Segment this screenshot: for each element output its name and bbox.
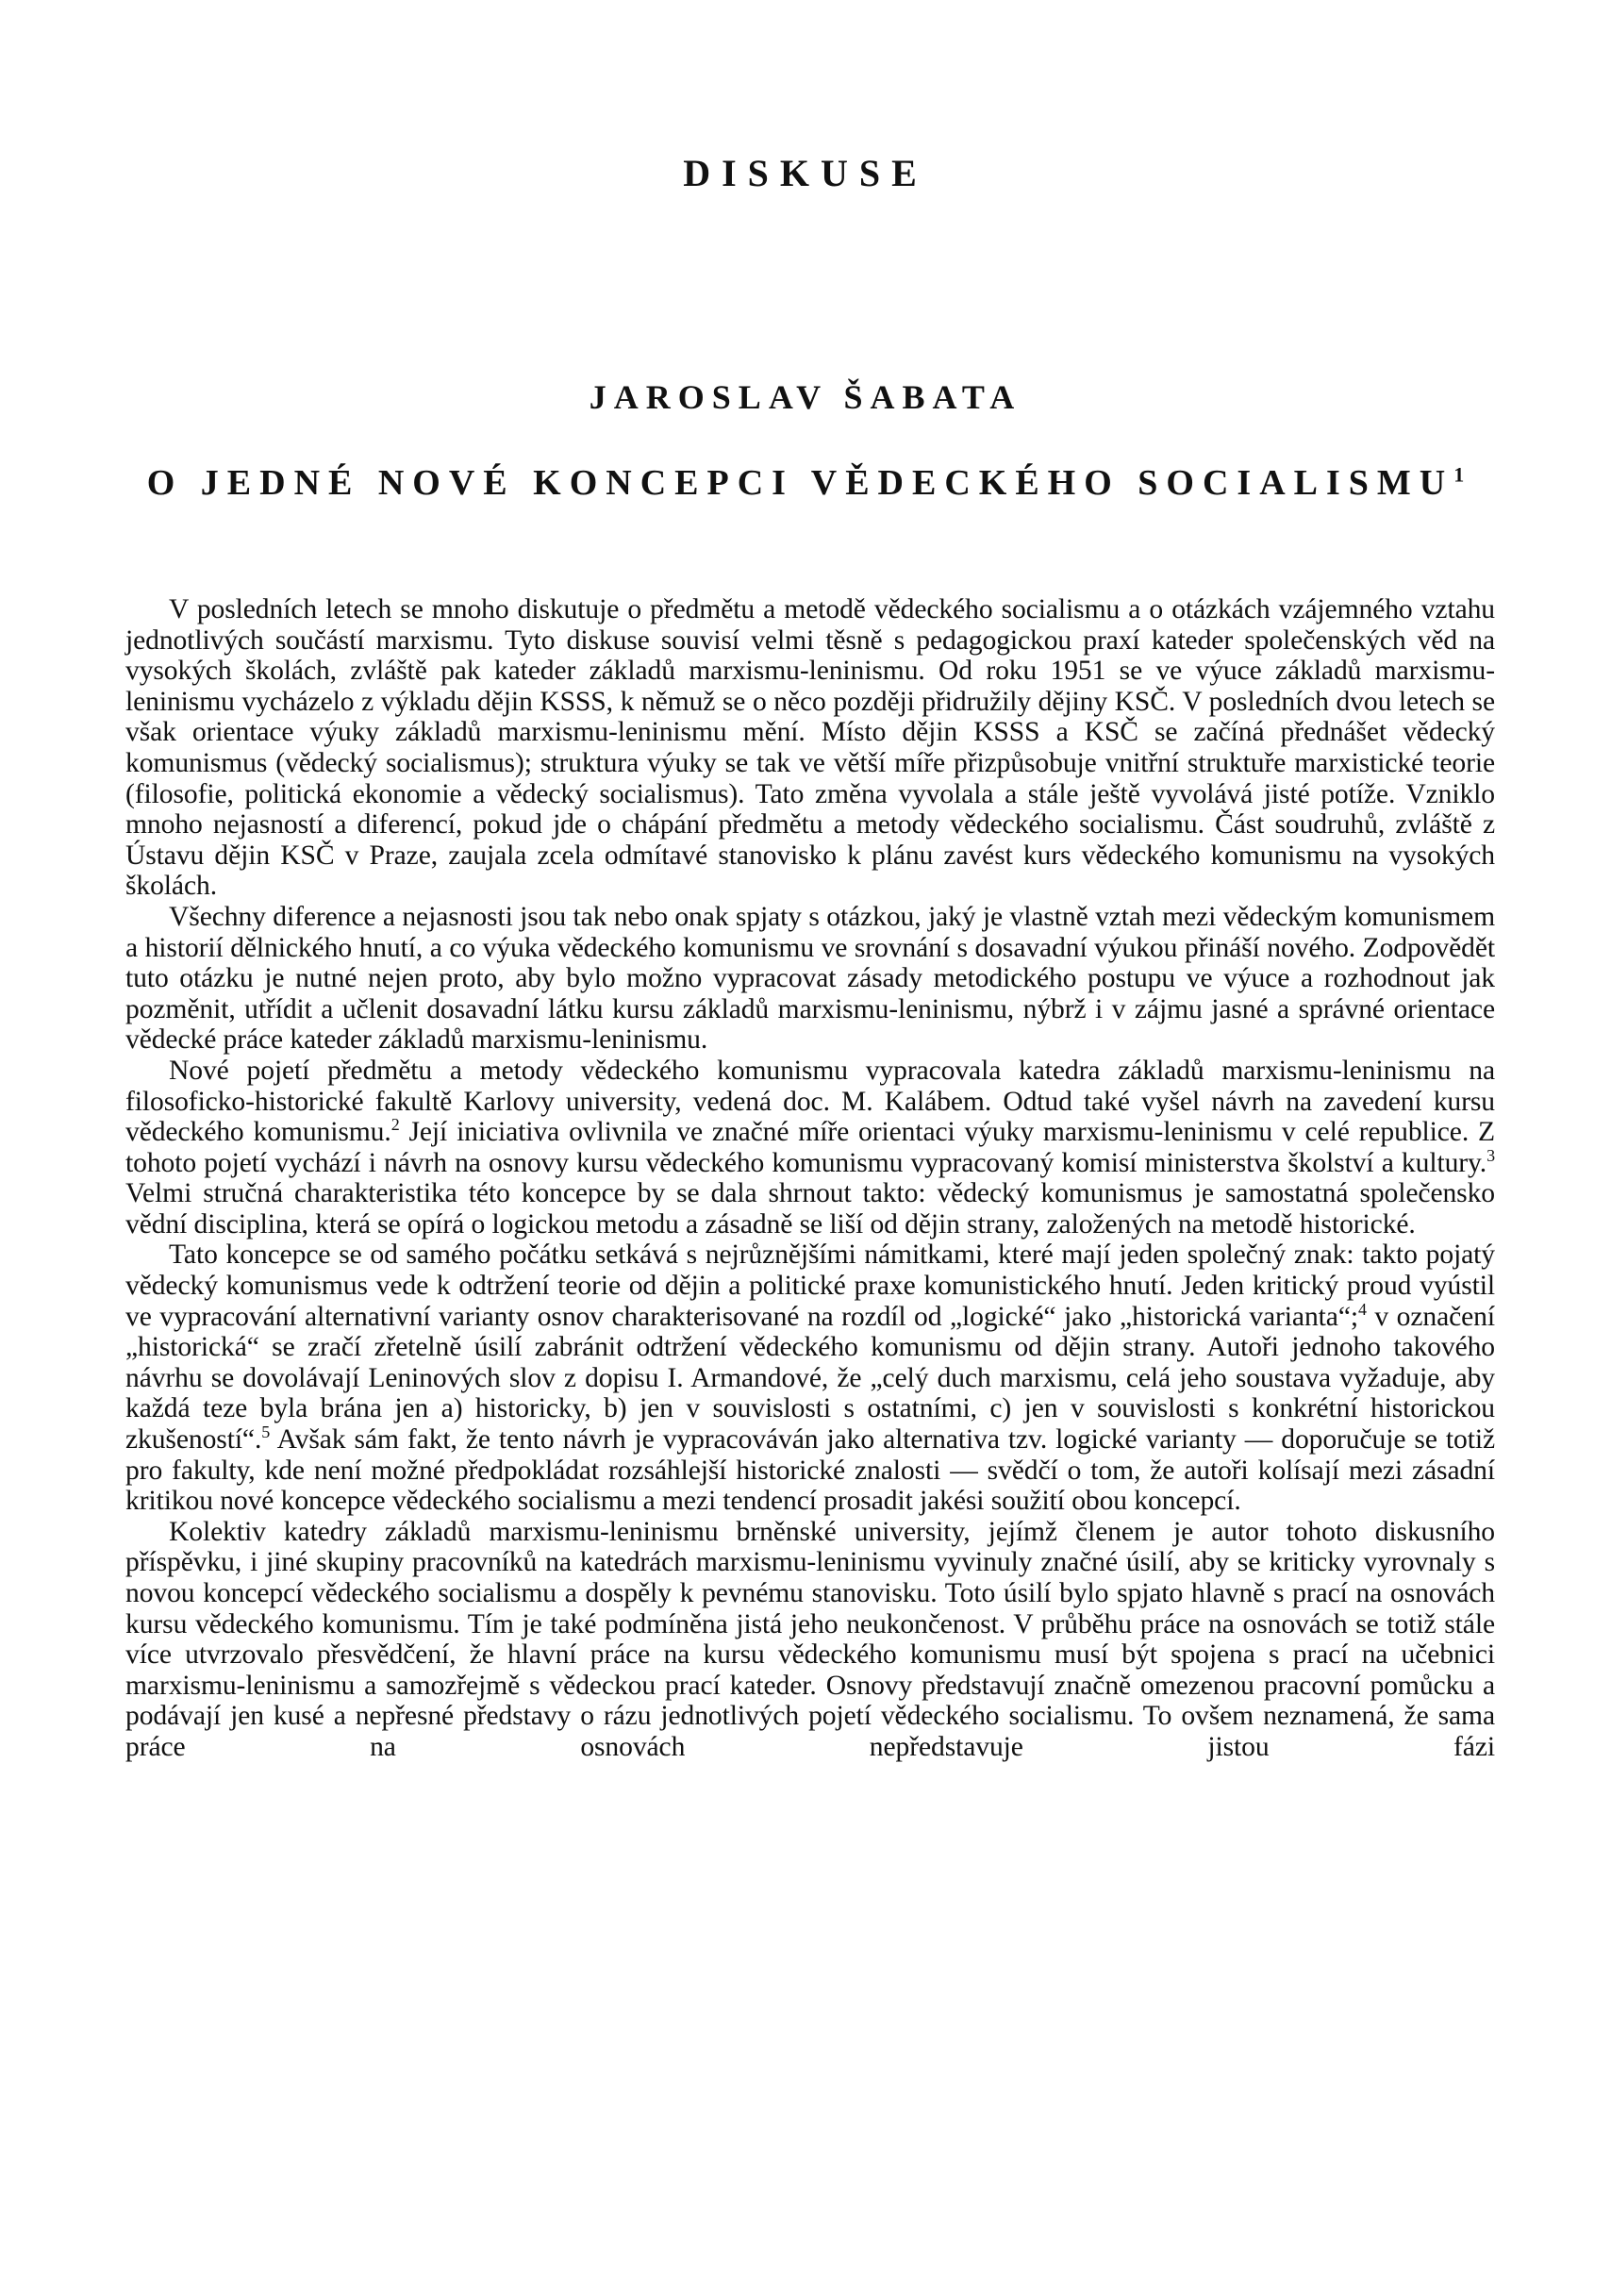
paragraph-text: Její iniciativa ovlivnila ve značné míře orientaci výuky marxismu-leninismu v celé republice. Z tohoto pojetí vychází i návrh na osnovy kursu vědeckého komunismu vypracovaný komisí ministerstva školství a kultury. xyxy=(125,1117,1495,1178)
paragraph-text: Nové pojetí předmětu a metody vědeckého komunismu vypracovala katedra základů marxismu-leninismu na filosoficko-historické fakultě Karlovy university, vedená doc. M. Kalábem. Odtud také vyšel návrh na zavedení kursu vědeckého komunismu. xyxy=(125,1055,1495,1148)
paragraph-text: Avšak sám fakt, že tento návrh je vypracováván jako alternativa tzv. logické varianty — doporučuje se totiž pro fakulty, kde není možné předpokládat rozsáhlejší historické znalosti — svědčí o tom, že autoři kolísají mezi zásadní kritikou nové koncepce vědeckého socialismu a mezi tendencí prosadit jakési soužití obou koncepcí. xyxy=(125,1424,1495,1517)
author-name: JAROSLAV ŠABATA xyxy=(589,378,1022,416)
footnote-ref: 5 xyxy=(261,1423,271,1442)
title-footnote-ref: 1 xyxy=(1453,462,1465,487)
body-paragraph xyxy=(125,1240,1495,1516)
article-title xyxy=(0,462,1611,504)
section-heading: DISKUSE xyxy=(683,152,928,194)
footnote-ref: 2 xyxy=(390,1115,400,1135)
body-paragraph xyxy=(125,1517,1495,1763)
article-body xyxy=(125,594,1495,1763)
footnote-ref: 4 xyxy=(1357,1299,1367,1319)
body-paragraph xyxy=(125,902,1495,1056)
article-title-text: O JEDNÉ NOVÉ KONCEPCI VĚDECKÉHO SOCIALISMU xyxy=(146,463,1454,503)
body-paragraph xyxy=(125,1056,1495,1240)
paragraph-text: Všechny diference a nejasnosti jsou tak nebo onak spjaty s otázkou, jaký je vlastně vztah mezi vědeckým komunismem a historií dělnického hnutí, a co výuka vědeckého komunismu ve srovnání s dosavadní výukou přináší nového. Zodpovědět tuto otázku je nutné nejen proto, aby bylo možno vypracovat zásady metodického postupu ve výuce a rozhodnout jak pozměnit, utřídit a učlenit dosavadní látku kursu základů marxismu-leninismu, nýbrž i v zájmu jasné a správné orientace vědecké práce kateder základů marxismu-leninismu. xyxy=(125,901,1495,1056)
footnote-ref: 3 xyxy=(1486,1145,1495,1165)
paragraph-text: Kolektiv katedry základů marxismu-leninismu brněnské university, jejímž členem je autor tohoto diskusního příspěvku, i jiné skupiny pracovníků na katedrách marxismu-leninismu vyvinuly značné úsilí, aby se kriticky vyrovnaly s novou koncepcí vědeckého socialismu a dospěly k pevnému stanovisku. Toto úsilí bylo spjato hlavně s prací na osnovách kursu vědeckého komunismu. Tím je také podmíněna jistá jeho neukončenost. V průběhu práce na osnovách se totiž stále více utvrzovalo přesvědčení, že hlavní práce na kursu vědeckého komunismu musí být spojena s prací na učebnici marxismu-leninismu a samozřejmě s vědeckou prací kateder. Osnovy představují značně omezenou pracovní pomůcku a podávají jen kusé a nepřesné představy o rázu jednotlivých pojetí vědeckého socialismu. To ovšem neznamená, že sama práce na osnovách nepředstavuje jistou fázi xyxy=(125,1516,1495,1762)
paragraph-text: Velmi stručná charakteristika této koncepce by se dala shrnout takto: vědecký komunismus je samostatná společensko vědní disciplina, která se opírá o logickou metodu a zásadně se liší od dějin strany, založených na metodě historické. xyxy=(125,1178,1495,1240)
paragraph-text: v označení „historická“ se zračí zřetelně úsilí zabránit odtržení vědeckého komunismu od dějin strany. Autoři jednoho takového návrhu se dovolávají Leninových slov z dopisu I. Armandové, že „celý duch marxismu, celá jeho soustava vyžaduje, aby každá teze byla brána jen a) historicky, b) jen v souvislosti s ostatními, c) jen v souvislosti s konkrétní historickou zkušeností“. xyxy=(125,1301,1495,1456)
body-paragraph xyxy=(125,594,1495,902)
paragraph-text: V posledních letech se mnoho diskutuje o předmětu a metodě vědeckého socialismu a o otázkách vzájemného vztahu jednotlivých součástí marxismu. Tyto diskuse souvisí velmi těsně s pedagogickou praxí kateder společenských věd na vysokých školách, zvláště pak kateder základů marxismu-leninismu. Od roku 1951 se ve výuce základů marxismu-leninismu vycházelo z výkladu dějin KSSS, k němuž se o něco později přidružily dějiny KSČ. V posledních dvou letech se však orientace výuky základů marxismu-leninismu mění. Místo dějin KSSS a KSČ se začíná přednášet vědecký komunismus (vědecký socialismus); struktura výuky se tak ve větší míře přizpůsobuje vnitřní struktuře marxistické teorie (filosofie, politická ekonomie a vědecký socialismus). Tato změna vyvolala a stále ještě vyvolává jisté potíže. Vzniklo mnoho nejasností a diferencí, pokud jde o chápání předmětu a metody vědeckého socialismu. Část soudruhů, zvláště z Ústavu dějin KSČ v Praze, zaujala zcela odmítavé stanovisko k plánu zavést kurs vědeckého komunismu na vysokých školách. xyxy=(125,594,1495,902)
paragraph-text: Tato koncepce se od samého počátku setkává s nejrůznějšími námitkami, které mají jeden společný znak: takto pojatý vědecký komunismus vede k odtržení teorie od dějin a politické praxe komunistického hnutí. Jeden kritický proud vyústil ve vypracování alternativní varianty osnov charakterisované na rozdíl od „logické“ jako „historická varianta“; xyxy=(125,1240,1495,1332)
